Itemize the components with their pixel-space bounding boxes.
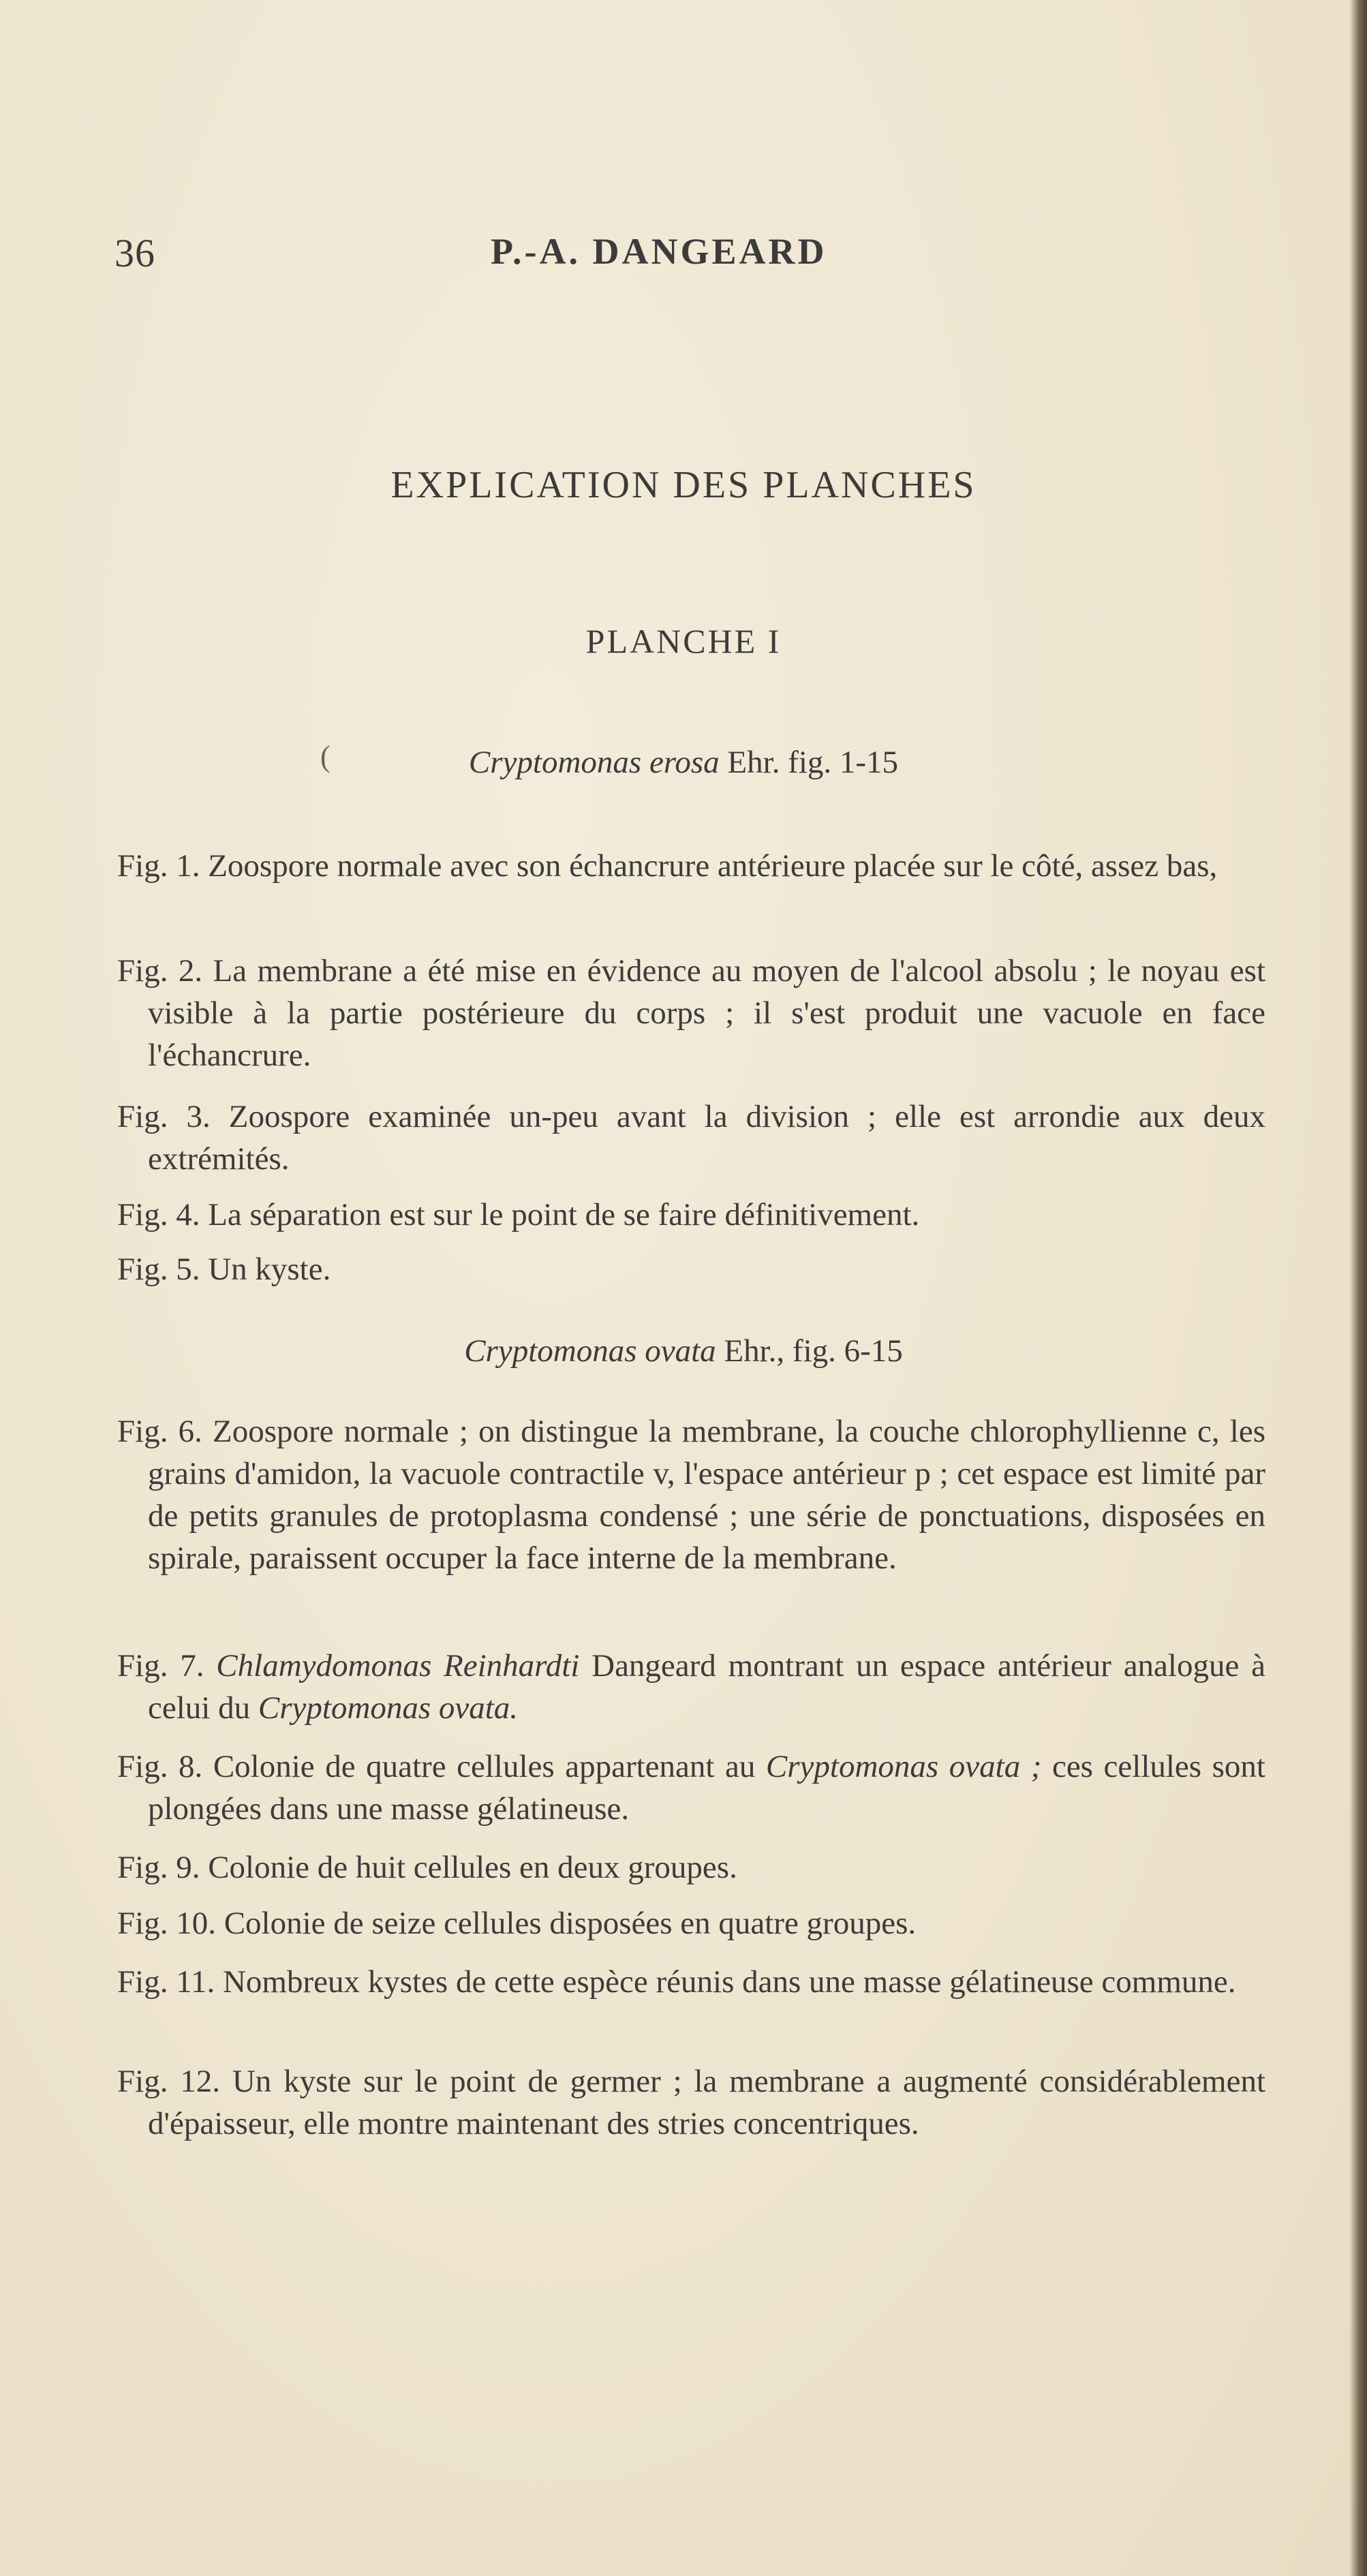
species-name: Cryptomonas ovata (464, 1333, 716, 1369)
figure-label: Fig. 3. (117, 1099, 211, 1134)
figure-label: Fig. 4. (117, 1197, 200, 1232)
plate-title: PLANCHE I (585, 622, 782, 660)
figure-text: Un kyste sur le point de germer ; la membrane a augmenté considérablement d'épaisseur, elle montre maintenant des stries concentriques. (148, 2064, 1266, 2141)
margin-mark: ( (320, 740, 331, 773)
figure-caption-1 (117, 845, 1265, 887)
figure-text: Nombreux kystes de cette espèce réunis dans une masse gélatineuse commune. (222, 1964, 1236, 2000)
species-heading-erosa (0, 744, 1367, 781)
species-name: Cryptomonas erosa (468, 745, 720, 780)
figure-text: La séparation est sur le point de se faire définitivement. (208, 1197, 920, 1232)
figure-text: Colonie de huit cellules en deux groupes. (208, 1850, 737, 1885)
figure-caption-2 (117, 950, 1265, 1076)
figure-text: Un kyste. (208, 1252, 331, 1287)
figure-text: Zoospore normale ; on distingue la membrane, la couche chlorophyllienne c, les grains d'amidon, la vacuole contractile v, l'espace antérieur p ; cet espace est limité par de petits granules de protoplasma condensé ; une série de ponctuations, disposées en spirale, paraissent occuper la face interne de la membrane. (148, 1414, 1265, 1576)
figure-label: Fig. 5. (117, 1252, 200, 1287)
figure-text: Colonie de quatre cellules appartenant au (213, 1749, 766, 1784)
page-edge-shadow (1349, 0, 1367, 2576)
figure-label: Fig. 10. (117, 1906, 216, 1941)
figure-text: Colonie de seize cellules disposées en quatre groupes. (224, 1906, 917, 1941)
figure-caption-5 (117, 1248, 1265, 1290)
section-title: EXPLICATION DES PLANCHES (390, 464, 977, 506)
figure-caption-7 (117, 1645, 1265, 1729)
figure-text: La membrane a été mise en évidence au moyen de l'alcool absolu ; le noyau est visible à la partie postérieure du corps ; il s'est produit une vacuole en face l'échancrure. (148, 953, 1266, 1073)
figure-text: Dangeard montrant un espace antérieur analogue à celui du (148, 1648, 1265, 1726)
figure-text: ces cellules sont plongées dans une masse gélatineuse. (148, 1749, 1265, 1827)
figure-text: Zoospore examinée un-peu avant la division ; elle est arrondie aux deux extrémités. (148, 1099, 1265, 1177)
figure-label: Fig. 11. (117, 1964, 215, 2000)
figure-caption-6 (117, 1410, 1265, 1579)
figure-label: Fig. 12. (117, 2064, 221, 2099)
figure-taxon: Cryptomonas ovata. (258, 1690, 519, 1726)
figure-text: Zoospore normale avec son échancrure antérieure placée sur le côté, assez bas, (208, 848, 1218, 884)
figure-label: Fig. 2. (117, 953, 203, 989)
running-title: P.-A. DANGEARD (491, 231, 827, 272)
figure-caption-3 (117, 1096, 1265, 1180)
figure-caption-9 (117, 1846, 1265, 1889)
figure-caption-4 (117, 1194, 1265, 1236)
figure-caption-10 (117, 1902, 1265, 1944)
figure-caption-11 (117, 1961, 1265, 2003)
species-authority: Ehr. fig. 1-15 (719, 745, 899, 780)
page-number: 36 (114, 231, 155, 275)
figure-label: Fig. 8. (117, 1749, 203, 1784)
figure-taxon: Chlamydomonas Reinhardti (216, 1648, 580, 1683)
figure-caption-12 (117, 2060, 1265, 2145)
figure-label: Fig. 9. (117, 1850, 200, 1885)
figure-taxon: Cryptomonas ovata ; (765, 1749, 1042, 1784)
figure-label: Fig. 6. (117, 1414, 202, 1449)
species-heading-ovata (0, 1333, 1367, 1369)
figure-label: Fig. 1. (117, 848, 200, 884)
figure-label: Fig. 7. (117, 1648, 204, 1683)
figure-caption-8 (117, 1745, 1265, 1830)
species-authority: Ehr., fig. 6-15 (716, 1333, 903, 1369)
